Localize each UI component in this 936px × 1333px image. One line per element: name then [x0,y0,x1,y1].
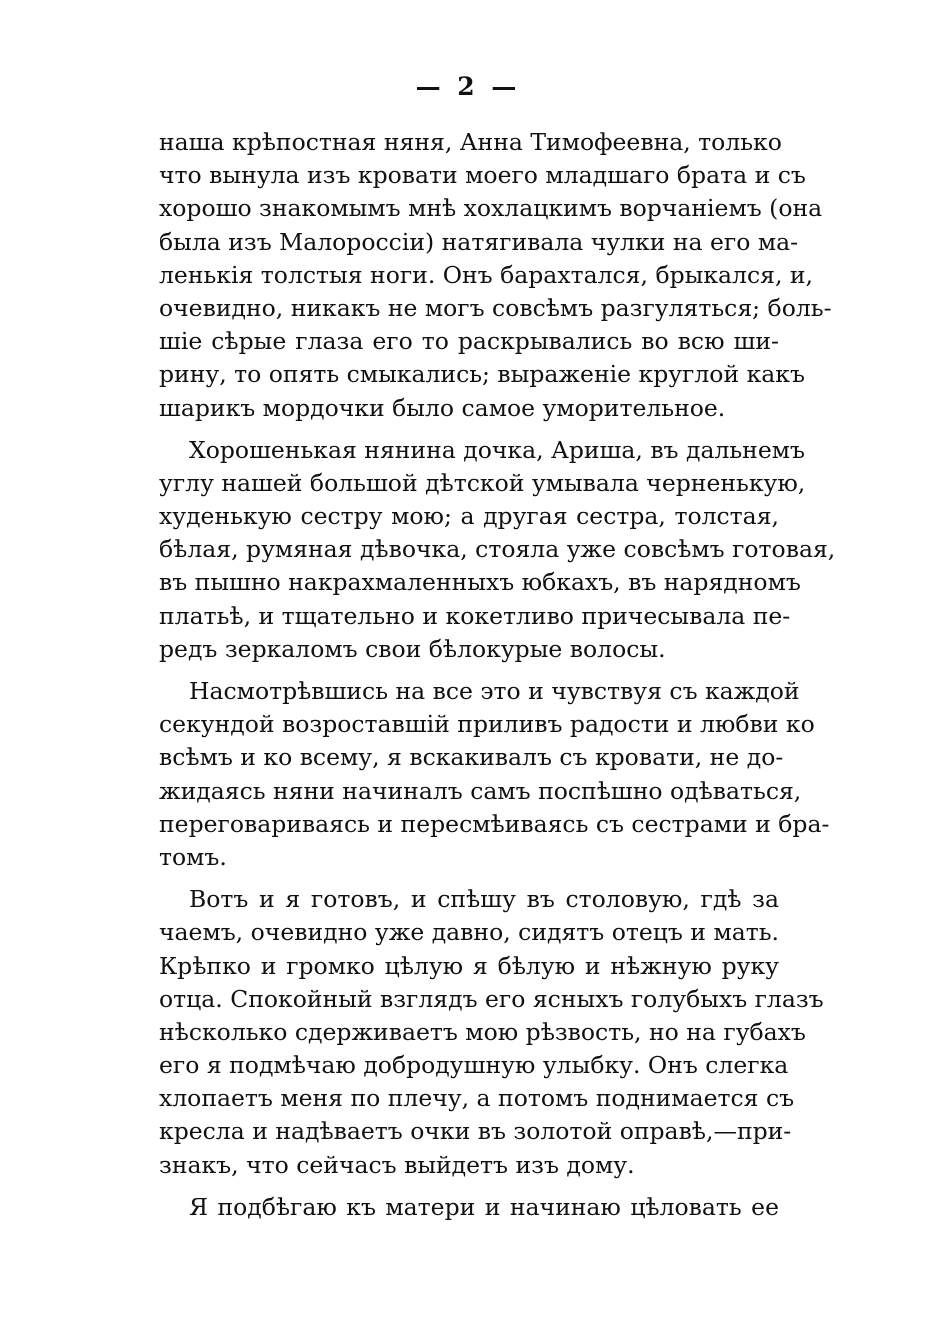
paragraph [159,883,824,1182]
text-line: рину, то опять смыкались; выраженіе круглой какъ [159,360,805,389]
text-line: всѣмъ и ко всему, я вскакивалъ съ кровати, не до- [159,743,784,772]
text-line: наша крѣпостная няня, Анна Тимофеевна, только [159,128,782,156]
paragraph [159,126,832,425]
text-line: знакъ, что сейчасъ выйдетъ изъ дому. [159,1150,635,1179]
text-line: жидаясь няни начиналъ самъ поспѣшно одѣваться, [159,776,802,805]
text-line: его я подмѣчаю добродушную улыбку. Онъ слегка [159,1051,789,1080]
text-line: кресла и надѣваетъ очки въ золотой оправѣ,—при- [159,1117,792,1146]
text-line: Хорошенькая нянина дочка, Ариша, въ дальнемъ [189,435,805,464]
text-line: нѣсколько сдерживаетъ мою рѣзвость, но на губахъ [159,1017,806,1046]
body-text [159,126,836,1233]
text-line: Крѣпко и громко цѣлую я бѣлую и нѣжную руку [159,951,779,980]
page-number: — 2 — [415,72,521,101]
text-line: секундой возроставшій приливъ радости и любви ко [159,710,815,739]
text-line: переговариваясь и пересмѣиваясь съ сестрами и бра- [159,809,830,838]
text-line: Вотъ и я готовъ, и спѣшу въ столовую, гдѣ за [189,885,779,914]
text-line: Насмотрѣвшись на все это и чувствуя съ каждой [189,677,800,705]
text-line: чаемъ, очевидно уже давно, сидятъ отецъ и мать. [159,918,779,947]
text-line: томъ. [159,842,227,871]
text-line: платьѣ, и тщательно и кокетливо причесывала пе- [159,601,791,630]
text-line: Я подбѣгаю къ матери и начинаю цѣловать ее [189,1192,779,1221]
text-line: въ пышно накрахмаленныхъ юбкахъ, въ нарядномъ [159,568,801,597]
text-line: редъ зеркаломъ свои бѣлокурые волосы. [159,634,666,663]
text-line: углу нашей большой дѣтской умывала черненькую, [159,468,806,497]
text-line: что вынула изъ кровати моего младшаго брата и съ [159,161,806,190]
text-line: была изъ Малороссіи) натягивала чулки на его ма- [159,227,799,256]
text-line: отца. Спокойный взглядъ его ясныхъ голубыхъ глазъ [159,984,824,1013]
text-line: хорошо знакомымъ мнѣ хохлацкимъ ворчаніемъ (она [159,194,823,223]
text-line: худенькую сестру мою; а другая сестра, толстая, [159,502,779,531]
paragraph [159,434,836,666]
text-line: шіе сѣрые глаза его то раскрывались во всю ши- [159,327,779,356]
text-line: ленькія толстыя ноги. Онъ барахтался, брыкался, и, [159,260,814,289]
text-line: хлопаетъ меня по плечу, а потомъ поднимается съ [159,1084,795,1113]
text-line: бѣлая, румяная дѣвочка, стояла уже совсѣмъ готовая, [159,535,836,564]
text-line: шарикъ мордочки было самое уморительное. [159,393,726,422]
text-line: очевидно, никакъ не могъ совсѣмъ разгуляться; боль- [159,293,832,322]
paragraph [159,675,830,874]
paragraph [159,1191,779,1224]
